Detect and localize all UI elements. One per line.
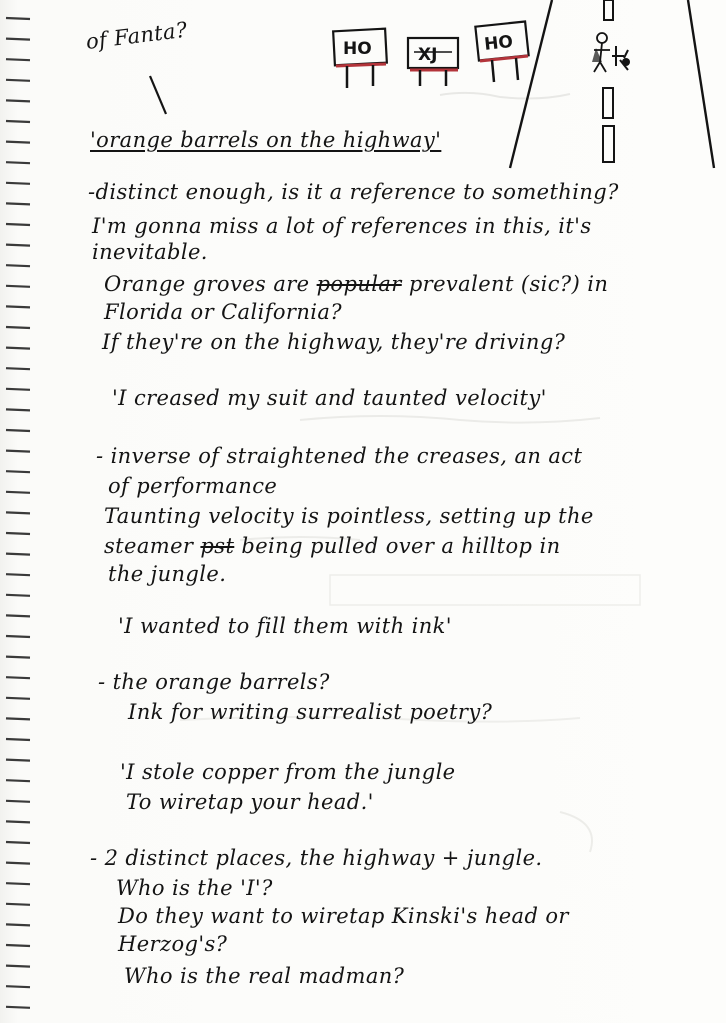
note-line-7: Florida or California? [104,300,342,324]
note-quote-4-line-2: To wiretap your head.' [126,790,374,814]
note-line-16: - the orange barrels? [98,670,330,694]
note-quote-3: 'I wanted to fill them with ink' [118,614,452,638]
figures-doodle [592,33,630,72]
note-line-13 [104,534,561,558]
note-line-21: Who is the 'I'? [116,876,273,900]
note-line-10: - inverse of straightened the creases, an act [96,444,583,468]
note-quote-1 [90,128,441,152]
road-right-edge [688,0,714,168]
sign-2-label: XJ [418,45,438,65]
note-line-17: Ink for writing surrealist poetry? [128,700,493,724]
note-line-11: of performance [108,474,278,498]
highway-doodle [320,0,726,180]
note-line-13-end: being pulled over a hilltop in [241,534,561,558]
note-line-24: Who is the real madman? [124,964,405,988]
note-line-14: the jungle. [108,562,227,586]
pointer-stroke [140,70,180,120]
sign-1-label: HO [343,39,372,59]
note-quote-2: 'I creased my suit and taunted velocity' [112,386,547,410]
highway-sign-3 [475,21,528,82]
note-quote-1-text: 'orange barrels on the highway' [90,128,442,152]
note-line-6-struck: popular [316,272,402,296]
note-line-8: If they're on the highway, they're driving? [102,330,566,354]
sign-3-label: HO [483,31,514,55]
note-line-6-start: Orange groves are [104,272,310,296]
note-line-4: I'm gonna miss a lot of references in this, it's [92,214,592,238]
note-quote-4-line-1: 'I stole copper from the jungle [120,760,456,784]
highway-sign-2 [408,38,458,86]
note-line-22: Do they want to wiretap Kinski's head or [118,904,569,928]
note-line-1: of Fanta? [84,17,189,54]
note-line-13-start: steamer [104,534,194,558]
road-center-dashes [603,0,614,162]
highway-sign-1 [333,29,387,88]
note-line-13-struck: pst [200,534,235,558]
note-line-5: inevitable. [92,240,208,264]
road-left-edge [510,0,552,168]
note-line-23: Herzog's? [118,932,228,956]
note-line-12: Taunting velocity is pointless, setting up the [104,504,594,528]
note-line-6 [104,272,608,296]
note-line-6-end: prevalent (sic?) in [408,272,609,296]
note-line-20: - 2 distinct places, the highway + jungle. [90,846,543,870]
note-line-3: -distinct enough, is it a reference to something? [88,180,619,204]
